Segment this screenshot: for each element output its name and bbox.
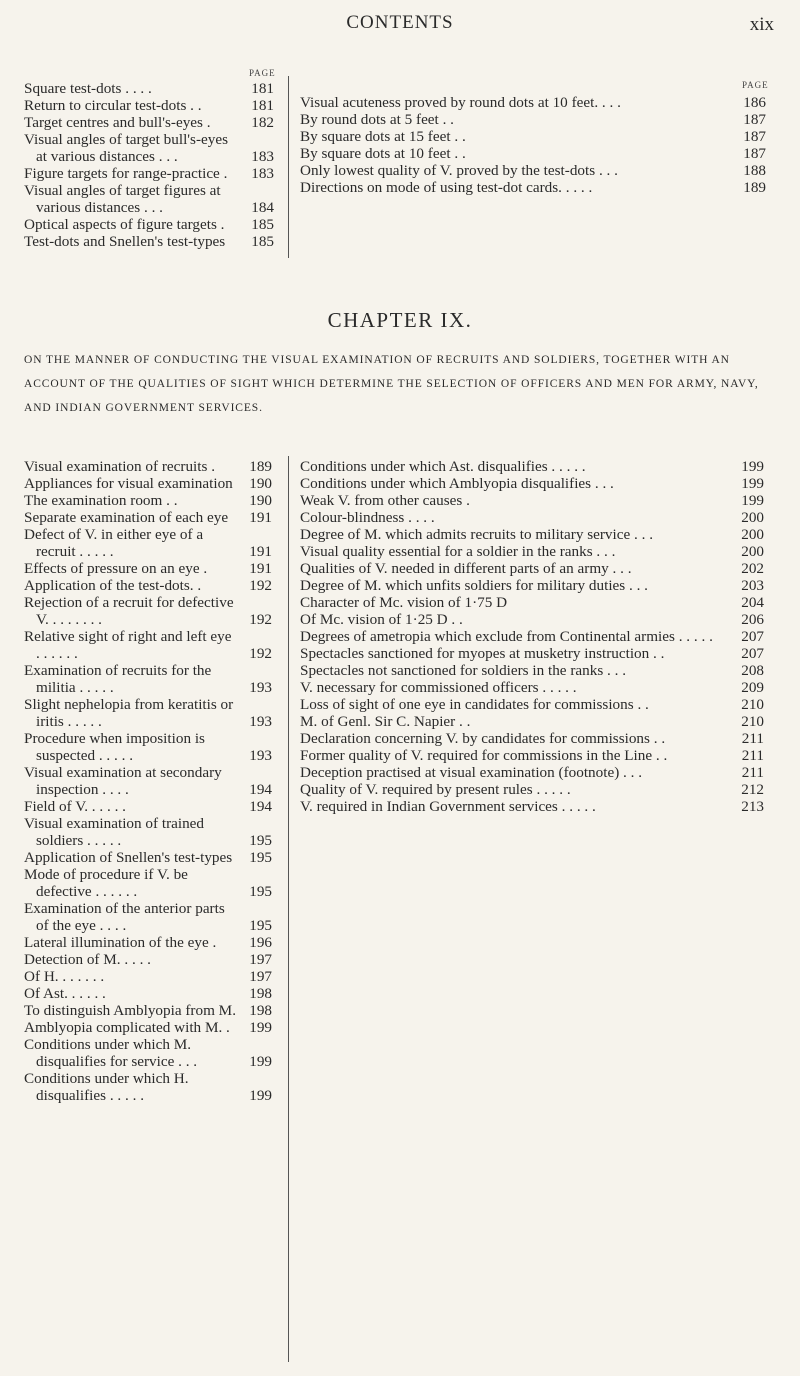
- toc-entry: [300, 781, 764, 798]
- toc-entry-title: Square test-dots . . . .: [24, 80, 152, 97]
- toc-entry: [300, 145, 766, 162]
- toc-entry-title: Degree of M. which unfits soldiers for military duties . . .: [300, 577, 648, 594]
- toc-entry: [24, 798, 272, 815]
- toc-entry-title: Application of the test-dots. .: [24, 577, 202, 594]
- toc-entry-title: Conditions under which M. disqualifies for service . . .: [24, 1036, 198, 1070]
- toc-entry-page: 189: [249, 458, 272, 475]
- toc-entry-page: 181: [251, 80, 274, 97]
- toc-entry: [300, 179, 766, 196]
- toc-entry-page: 210: [741, 713, 764, 730]
- toc-entry-page: 192: [249, 577, 272, 594]
- toc-entry-page: 211: [741, 764, 764, 781]
- toc-entry-page: 183: [251, 165, 274, 182]
- toc-entry: [24, 968, 272, 985]
- toc-entry-page: 191: [249, 543, 272, 560]
- toc-entry-title: Of Ast. . . . . .: [24, 985, 106, 1002]
- toc-entry: [300, 128, 766, 145]
- toc-entry: [24, 985, 272, 1002]
- toc-entry-title: Visual quality essential for a soldier in the ranks . . .: [300, 543, 616, 560]
- running-head: [0, 10, 800, 40]
- toc-entry-page: 194: [249, 798, 272, 815]
- toc-entry-page: 188: [743, 162, 766, 179]
- toc-entry-page: 199: [249, 1053, 272, 1070]
- toc-entry-title: Former quality of V. required for commissions in the Line . .: [300, 747, 668, 764]
- toc-entry-page: 197: [249, 968, 272, 985]
- toc-entry-title: Deception practised at visual examination (footnote) . . .: [300, 764, 643, 781]
- toc-entry-page: 196: [249, 934, 272, 951]
- running-title: CONTENTS: [346, 12, 454, 33]
- chapter-title: CHAPTER IX.: [327, 308, 473, 332]
- toc-entry: [24, 165, 274, 182]
- toc-entry: [300, 662, 764, 679]
- toc-entry: [24, 114, 274, 131]
- toc-entry: [24, 475, 272, 492]
- toc-entry-title: Only lowest quality of V. proved by the test-dots . . .: [300, 162, 618, 179]
- toc-entry-page: 195: [249, 883, 272, 900]
- toc-entry-page: 211: [741, 730, 764, 747]
- toc-entry-page: 185: [251, 216, 274, 233]
- toc-entry: [300, 696, 764, 713]
- toc-entry: [24, 764, 272, 798]
- toc-entry: [24, 492, 272, 509]
- toc-entry-title: Amblyopia complicated with M. .: [24, 1019, 230, 1036]
- toc-entry-page: 195: [249, 849, 272, 866]
- toc-entry: [24, 216, 274, 233]
- toc-entry: [300, 747, 764, 764]
- toc-entry-title: Conditions under which H. disqualifies . . . . .: [24, 1070, 189, 1104]
- chapter-description: ON THE MANNER OF CONDUCTING THE VISUAL EXAMINATION OF RECRUITS AND SOLDIERS, TOGETHER WITH AN ACCOUNT OF THE QUALITIES OF SIGHT WHICH DETERMINE THE SELECTION OF OFFICERS AND MEN FOR ARMY, NAVY, AND INDIAN GOVERNMENT SERVICES.: [24, 354, 759, 414]
- toc-entry-page: 191: [249, 509, 272, 526]
- toc-entry: [300, 577, 764, 594]
- toc-entry-title: Examination of the anterior parts of the eye . . . .: [24, 900, 225, 934]
- toc-entry-title: V. necessary for commissioned officers . . . . .: [300, 679, 577, 696]
- toc-entry: [24, 900, 272, 934]
- toc-entry: [300, 543, 764, 560]
- toc-entry-page: 192: [249, 645, 272, 662]
- toc-entry-title: Procedure when imposition is suspected . . . . .: [24, 730, 205, 764]
- toc-entry: [300, 162, 766, 179]
- toc-entry-title: Application of Snellen's test-types: [24, 849, 233, 866]
- toc-entry-page: 190: [249, 475, 272, 492]
- toc-entry-page: 195: [249, 832, 272, 849]
- toc-entry-title: Spectacles not sanctioned for soldiers in the ranks . . .: [300, 662, 627, 679]
- toc-entry-page: 183: [251, 148, 274, 165]
- toc-entry-title: Conditions under which Ast. disqualifies . . . . .: [300, 458, 586, 475]
- toc-entry: [300, 645, 764, 662]
- toc-entry-title: Effects of pressure on an eye .: [24, 560, 208, 577]
- toc-entry: [24, 815, 272, 849]
- toc-entry-title: Visual acuteness proved by round dots at 10 feet. . . .: [300, 94, 621, 111]
- toc-entry-title: Target centres and bull's-eyes .: [24, 114, 211, 131]
- toc-entry: [24, 458, 272, 475]
- toc-entry-page: 192: [249, 611, 272, 628]
- toc-entry: [24, 509, 272, 526]
- toc-entry-title: Colour-blindness . . . .: [300, 509, 435, 526]
- toc-entry-page: 204: [741, 594, 764, 611]
- toc-entry-title: Visual examination of trained soldiers . . . . .: [24, 815, 205, 849]
- toc-entry: [24, 594, 272, 628]
- toc-entry-title: M. of Genl. Sir C. Napier . .: [300, 713, 471, 730]
- toc-entry: [300, 798, 764, 815]
- toc-entry-title: To distinguish Amblyopia from M.: [24, 1002, 236, 1019]
- toc-entry-page: 206: [741, 611, 764, 628]
- toc-entry-page: 198: [249, 985, 272, 1002]
- toc-entry-title: Relative sight of right and left eye . . . . . .: [24, 628, 232, 662]
- toc-entry-page: 203: [741, 577, 764, 594]
- toc-entry-title: Visual examination of recruits .: [24, 458, 215, 475]
- toc-entry-title: Rejection of a recruit for defective V. . . . . . . .: [24, 594, 234, 628]
- toc-entry: [24, 951, 272, 968]
- toc-entry: [300, 679, 764, 696]
- toc-entry-page: 210: [741, 696, 764, 713]
- toc-entry-title: Quality of V. required by present rules . . . . .: [300, 781, 571, 798]
- toc-entry-title: Visual angles of target bull's-eyes at various distances . . .: [24, 131, 228, 165]
- toc-entry-title: The examination room . .: [24, 492, 178, 509]
- toc-entry: [300, 560, 764, 577]
- column-divider-bottom: [288, 456, 289, 1362]
- toc-entry-title: Figure targets for range-practice .: [24, 165, 228, 182]
- toc-entry: [24, 934, 272, 951]
- toc-entry-page: 200: [741, 509, 764, 526]
- toc-entry-page: 199: [741, 458, 764, 475]
- toc-entry: [300, 628, 764, 645]
- toc-entry: [24, 1002, 272, 1019]
- toc-entry: [24, 1019, 272, 1036]
- toc-entry: [24, 730, 272, 764]
- toc-entry-title: Visual angles of target figures at various distances . . .: [24, 182, 221, 216]
- toc-entry-page: 182: [251, 114, 274, 131]
- toc-entry-title: By square dots at 10 feet . .: [300, 145, 466, 162]
- toc-bottom-left: [24, 458, 272, 1104]
- toc-entry-title: Declaration concerning V. by candidates for commissions . .: [300, 730, 666, 747]
- toc-entry-page: 199: [249, 1019, 272, 1036]
- toc-entry: [300, 713, 764, 730]
- toc-entry: [24, 866, 272, 900]
- toc-entry-page: 208: [741, 662, 764, 679]
- toc-entry-title: Appliances for visual examination: [24, 475, 233, 492]
- toc-entry-title: By round dots at 5 feet . .: [300, 111, 454, 128]
- toc-entry-title: Detection of M. . . . .: [24, 951, 151, 968]
- toc-entry: [300, 475, 764, 492]
- toc-entry: [24, 1036, 272, 1070]
- toc-entry: [24, 849, 272, 866]
- page-column-label-left: PAGE: [249, 68, 276, 78]
- toc-entry-title: Conditions under which Amblyopia disqualifies . . .: [300, 475, 614, 492]
- toc-entry-page: 189: [743, 179, 766, 196]
- toc-entry: [24, 80, 274, 97]
- toc-entry-page: 184: [251, 199, 274, 216]
- toc-entry-title: Of H. . . . . . .: [24, 968, 105, 985]
- toc-entry: [24, 577, 272, 594]
- toc-entry-page: 193: [249, 713, 272, 730]
- toc-entry-title: Degrees of ametropia which exclude from Continental armies . . . . .: [300, 628, 713, 645]
- toc-entry-page: 211: [741, 747, 764, 764]
- toc-entry-title: Return to circular test-dots . .: [24, 97, 202, 114]
- toc-entry-page: 193: [249, 747, 272, 764]
- toc-entry-page: 193: [249, 679, 272, 696]
- toc-entry: [24, 182, 274, 216]
- toc-top-left: [24, 80, 274, 250]
- toc-entry: [24, 662, 272, 696]
- toc-entry-title: Test-dots and Snellen's test-types: [24, 233, 226, 250]
- toc-entry-page: 199: [741, 492, 764, 509]
- toc-entry-page: 200: [741, 526, 764, 543]
- toc-entry-page: 209: [741, 679, 764, 696]
- toc-entry: [300, 526, 764, 543]
- toc-entry: [300, 111, 766, 128]
- toc-entry-title: Visual examination at secondary inspection . . . .: [24, 764, 222, 798]
- toc-top-right: [300, 94, 766, 196]
- toc-entry-page: 195: [249, 917, 272, 934]
- toc-entry-page: 186: [743, 94, 766, 111]
- toc-entry-title: Weak V. from other causes .: [300, 492, 470, 509]
- toc-entry-title: Field of V. . . . . .: [24, 798, 126, 815]
- toc-entry-page: 197: [249, 951, 272, 968]
- toc-entry-title: Optical aspects of figure targets .: [24, 216, 225, 233]
- toc-entry-page: 212: [741, 781, 764, 798]
- toc-entry: [300, 764, 764, 781]
- toc-entry-page: 199: [249, 1087, 272, 1104]
- toc-entry-page: 200: [741, 543, 764, 560]
- toc-bottom-right: [300, 458, 764, 815]
- toc-entry: [300, 611, 764, 628]
- toc-entry: [24, 97, 274, 114]
- toc-entry: [24, 526, 272, 560]
- toc-entry-title: V. required in Indian Government services . . . . .: [300, 798, 596, 815]
- toc-entry-title: Character of Mc. vision of 1·75 D: [300, 594, 508, 611]
- toc-entry-title: Spectacles sanctioned for myopes at musketry instruction . .: [300, 645, 665, 662]
- toc-entry-page: 187: [743, 128, 766, 145]
- toc-entry-page: 213: [741, 798, 764, 815]
- toc-entry: [24, 1070, 272, 1104]
- toc-entry-title: Lateral illumination of the eye .: [24, 934, 217, 951]
- toc-entry-page: 181: [251, 97, 274, 114]
- toc-entry-title: Loss of sight of one eye in candidates for commissions . .: [300, 696, 649, 713]
- toc-entry-page: 194: [249, 781, 272, 798]
- toc-entry-title: Separate examination of each eye: [24, 509, 229, 526]
- toc-entry-page: 187: [743, 145, 766, 162]
- toc-entry-page: 202: [741, 560, 764, 577]
- toc-entry-title: Slight nephelopia from keratitis or iritis . . . . .: [24, 696, 234, 730]
- toc-entry-title: Of Mc. vision of 1·25 D . .: [300, 611, 463, 628]
- toc-entry-page: 187: [743, 111, 766, 128]
- column-divider-top: [288, 76, 289, 258]
- toc-entry: [300, 509, 764, 526]
- toc-entry: [300, 458, 764, 475]
- toc-entry-title: Degree of M. which admits recruits to military service . . .: [300, 526, 654, 543]
- toc-entry: [300, 730, 764, 747]
- toc-entry: [24, 628, 272, 662]
- toc-entry-page: 190: [249, 492, 272, 509]
- toc-entry-title: Examination of recruits for the militia . . . . .: [24, 662, 212, 696]
- page-number: xix: [749, 14, 774, 35]
- toc-entry-page: 191: [249, 560, 272, 577]
- toc-entry: [300, 94, 766, 111]
- toc-entry-page: 198: [249, 1002, 272, 1019]
- toc-entry-page: 207: [741, 628, 764, 645]
- toc-entry-title: By square dots at 15 feet . .: [300, 128, 466, 145]
- toc-entry: [24, 560, 272, 577]
- toc-entry-page: 207: [741, 645, 764, 662]
- toc-entry: [24, 696, 272, 730]
- toc-entry: [300, 492, 764, 509]
- toc-entry-title: Defect of V. in either eye of a recruit . . . . .: [24, 526, 204, 560]
- page-column-label-right: PAGE: [742, 80, 769, 90]
- toc-entry: [24, 233, 274, 250]
- toc-entry-title: Directions on mode of using test-dot cards. . . . .: [300, 179, 593, 196]
- toc-entry: [300, 594, 764, 611]
- toc-entry-page: 199: [741, 475, 764, 492]
- toc-entry-title: Mode of procedure if V. be defective . . . . . .: [24, 866, 188, 900]
- toc-entry: [24, 131, 274, 165]
- toc-entry-title: Qualities of V. needed in different parts of an army . . .: [300, 560, 632, 577]
- toc-entry-page: 185: [251, 233, 274, 250]
